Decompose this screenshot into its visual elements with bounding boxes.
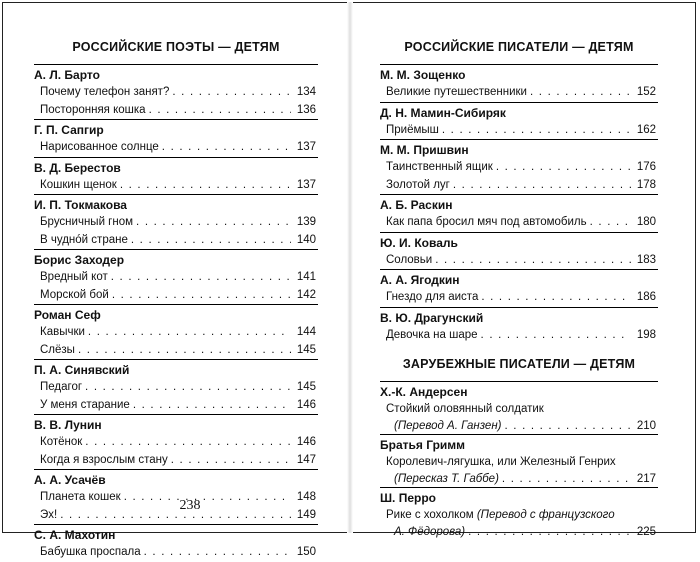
- toc-entry[interactable]: [34, 452, 318, 470]
- entry-title: Бабушка проспала: [40, 546, 141, 558]
- entry-page: 150: [296, 546, 316, 558]
- entry-title: У меня старание: [40, 398, 130, 411]
- author-name: А. Б. Раскин: [380, 198, 453, 212]
- entry-title: Стойкий оловянный солдатик: [386, 403, 544, 415]
- toc-entry[interactable]: [34, 102, 318, 120]
- author-name: М. М. Пришвин: [380, 143, 469, 157]
- entry-title: Гнездо для аиста: [386, 291, 479, 303]
- author-name: Д. Н. Мамин-Сибиряк: [380, 105, 506, 120]
- toc-entry[interactable]: [380, 177, 658, 195]
- leader-dots: [131, 232, 291, 250]
- leader-dots: [162, 139, 291, 157]
- entry-title: Почему телефон занят?: [40, 86, 170, 98]
- author-name: В. Д. Берестов: [34, 160, 121, 175]
- entry-title: Кавычки: [40, 326, 85, 338]
- entry-page: 225: [636, 526, 656, 538]
- author-name: И. П. Токмакова: [34, 198, 127, 212]
- author-group: [34, 249, 318, 304]
- author-group: [380, 232, 658, 270]
- toc-entry[interactable]: [34, 232, 318, 250]
- leader-dots: [78, 342, 291, 360]
- leader-dots: [590, 214, 631, 232]
- leader-dots: [504, 418, 631, 434]
- author-name: П. А. Синявский: [34, 363, 130, 377]
- toc-entry[interactable]: [34, 434, 318, 452]
- toc-entry[interactable]: [380, 289, 658, 307]
- entry-title: Девочка на шаре: [386, 328, 478, 341]
- toc-entry[interactable]: [34, 269, 318, 287]
- author-name: А. А. Ягодкин: [380, 273, 460, 287]
- author-group: [34, 119, 318, 157]
- author-name: В. В. Лунин: [34, 418, 102, 432]
- entry-title: Рике с хохолком: [386, 509, 474, 521]
- entry-title: Золотой луг: [386, 178, 450, 191]
- entry-title: Брусничный гном: [40, 216, 134, 228]
- entry-page: 137: [296, 178, 316, 191]
- author-group: [34, 414, 318, 469]
- author-name: В. Ю. Драгунский: [380, 310, 484, 325]
- leader-dots: [111, 269, 291, 287]
- toc-entry[interactable]: [380, 214, 658, 232]
- toc-entry[interactable]: [34, 544, 318, 562]
- toc-entry[interactable]: [380, 252, 658, 270]
- entry-page: 145: [296, 343, 316, 356]
- page-number: 238: [179, 498, 201, 513]
- toc-entry[interactable]: [34, 397, 318, 415]
- author-group: [34, 64, 318, 119]
- toc-entry[interactable]: [34, 84, 318, 102]
- toc-entry[interactable]: [34, 139, 318, 157]
- entry-page: 134: [296, 86, 316, 98]
- entry-title: Как папа бросил мяч под автомобиль: [386, 216, 587, 228]
- entry-page: 146: [296, 436, 316, 448]
- entry-title: Кошкин щенок: [40, 178, 117, 191]
- leader-dots: [530, 84, 631, 102]
- leader-dots: [435, 252, 631, 270]
- toc-entry[interactable]: [34, 324, 318, 342]
- left-column: [34, 40, 318, 562]
- entry-title: Котёнок: [40, 436, 83, 448]
- leader-dots: [144, 544, 291, 562]
- entry-page: 178: [636, 178, 656, 191]
- section-title-writers: РОССИЙСКИЕ ПИСАТЕЛИ — ДЕТЯМ: [404, 40, 634, 54]
- leader-dots: [149, 102, 291, 120]
- author-group: [34, 157, 318, 195]
- entry-page: 137: [296, 141, 316, 153]
- author-group: [380, 269, 658, 307]
- entry-page: 142: [296, 288, 316, 301]
- entry-title: Эх!: [40, 508, 58, 521]
- author-group: [34, 359, 318, 414]
- leader-dots: [171, 452, 291, 470]
- entry-title: Посторонняя кошка: [40, 103, 146, 116]
- entry-title: Слёзы: [40, 343, 75, 356]
- entry-title: Педагог: [40, 381, 83, 393]
- entry-page: 149: [296, 508, 316, 521]
- leader-dots: [502, 471, 631, 487]
- author-name: Братья Гримм: [380, 438, 466, 452]
- entry-page: 148: [296, 491, 316, 503]
- right-column: [380, 40, 658, 540]
- author-name: Ю. И. Коваль: [380, 235, 458, 250]
- entry-page: 146: [296, 398, 316, 411]
- author-group: [380, 102, 658, 140]
- author-name: Роман Сеф: [34, 308, 101, 322]
- leader-dots: [85, 379, 291, 397]
- leader-dots: [133, 397, 291, 415]
- entry-title: Соловьи: [386, 253, 433, 266]
- toc-entry[interactable]: [34, 214, 318, 232]
- leader-dots: [481, 327, 631, 345]
- leader-dots: [496, 159, 631, 177]
- entry-credit: (Перевод А. Ганзен): [394, 420, 502, 432]
- author-name: Ш. Перро: [380, 491, 437, 505]
- entry-page: 186: [636, 291, 656, 303]
- author-group: [380, 434, 658, 487]
- author-name: М. М. Зощенко: [380, 68, 466, 82]
- leader-dots: [112, 287, 291, 305]
- author-group: [380, 194, 658, 232]
- entry-page: 210: [636, 420, 656, 432]
- leader-dots: [481, 289, 631, 307]
- author-group: [380, 307, 658, 345]
- entry-page: 147: [296, 453, 316, 466]
- toc-entry[interactable]: [34, 379, 318, 397]
- author-group: [380, 381, 658, 434]
- leader-dots: [120, 177, 291, 195]
- entry-page: 145: [296, 381, 316, 393]
- leader-dots: [453, 177, 631, 195]
- section-title-foreign: ЗАРУБЕЖНЫЕ ПИСАТЕЛИ — ДЕТЯМ: [402, 357, 636, 371]
- toc-entry[interactable]: [380, 454, 658, 487]
- toc-entry[interactable]: [34, 342, 318, 360]
- entry-page: 139: [296, 216, 316, 228]
- entry-credit: (Пересказ Т. Габбе): [394, 473, 499, 485]
- entry-title: Вредный кот: [40, 271, 108, 283]
- leader-dots: [136, 214, 291, 232]
- book-gutter: [347, 2, 353, 533]
- author-group: [380, 487, 658, 540]
- toc-entry[interactable]: [380, 159, 658, 177]
- entry-credit: А. Фёдорова): [394, 526, 466, 538]
- author-name: С. А. Махотин: [34, 528, 116, 542]
- leader-dots: [442, 122, 631, 140]
- toc-entry[interactable]: [34, 177, 318, 195]
- leader-dots: [88, 324, 291, 342]
- entry-title: Таинственный ящик: [386, 161, 493, 173]
- toc-entry[interactable]: [380, 507, 658, 540]
- entry-page: 176: [636, 161, 656, 173]
- entry-page: 162: [636, 123, 656, 136]
- entry-page: 136: [296, 103, 316, 116]
- entry-credit: (Перевод с французского: [476, 509, 615, 521]
- author-name: Г. П. Сапгир: [34, 123, 104, 137]
- entry-page: 198: [636, 328, 656, 341]
- author-name: А. Л. Барто: [34, 68, 100, 82]
- entry-title: Морской бой: [40, 288, 109, 301]
- leader-dots: [172, 84, 291, 102]
- entry-page: 183: [636, 253, 656, 266]
- entry-page: 144: [296, 326, 316, 338]
- entry-title: Планета кошек: [40, 491, 121, 503]
- toc-entry[interactable]: [380, 401, 658, 434]
- entry-title: Великие путешественники: [386, 86, 527, 98]
- entry-page: 217: [636, 473, 656, 485]
- entry-title: Нарисованное солнце: [40, 141, 159, 153]
- author-group: [34, 304, 318, 359]
- author-group: [34, 194, 318, 249]
- entry-page: 152: [636, 86, 656, 98]
- entry-page: 140: [296, 233, 316, 246]
- author-group: [380, 64, 658, 102]
- entry-page: 141: [296, 271, 316, 283]
- leader-dots: [468, 524, 631, 540]
- entry-title: В чуднóй стране: [40, 233, 128, 246]
- toc-entry[interactable]: [34, 287, 318, 305]
- toc-entry[interactable]: [380, 84, 658, 102]
- author-group: [34, 524, 318, 562]
- toc-entry[interactable]: [380, 327, 658, 345]
- author-name: Х.-К. Андерсен: [380, 385, 468, 399]
- author-group: [380, 139, 658, 194]
- entry-title: Королевич-лягушка, или Железный Генрих: [386, 456, 616, 468]
- author-name: Борис Заходер: [34, 253, 125, 267]
- author-group: [34, 469, 318, 524]
- entry-title: Когда я взрослым стану: [40, 453, 168, 466]
- entry-title: Приёмыш: [386, 123, 439, 136]
- leader-dots: [85, 434, 291, 452]
- toc-entry[interactable]: [380, 122, 658, 140]
- section-title-poets: РОССИЙСКИЕ ПОЭТЫ — ДЕТЯМ: [72, 40, 280, 54]
- entry-page: 180: [636, 216, 656, 228]
- author-name: А. А. Усачёв: [34, 473, 106, 487]
